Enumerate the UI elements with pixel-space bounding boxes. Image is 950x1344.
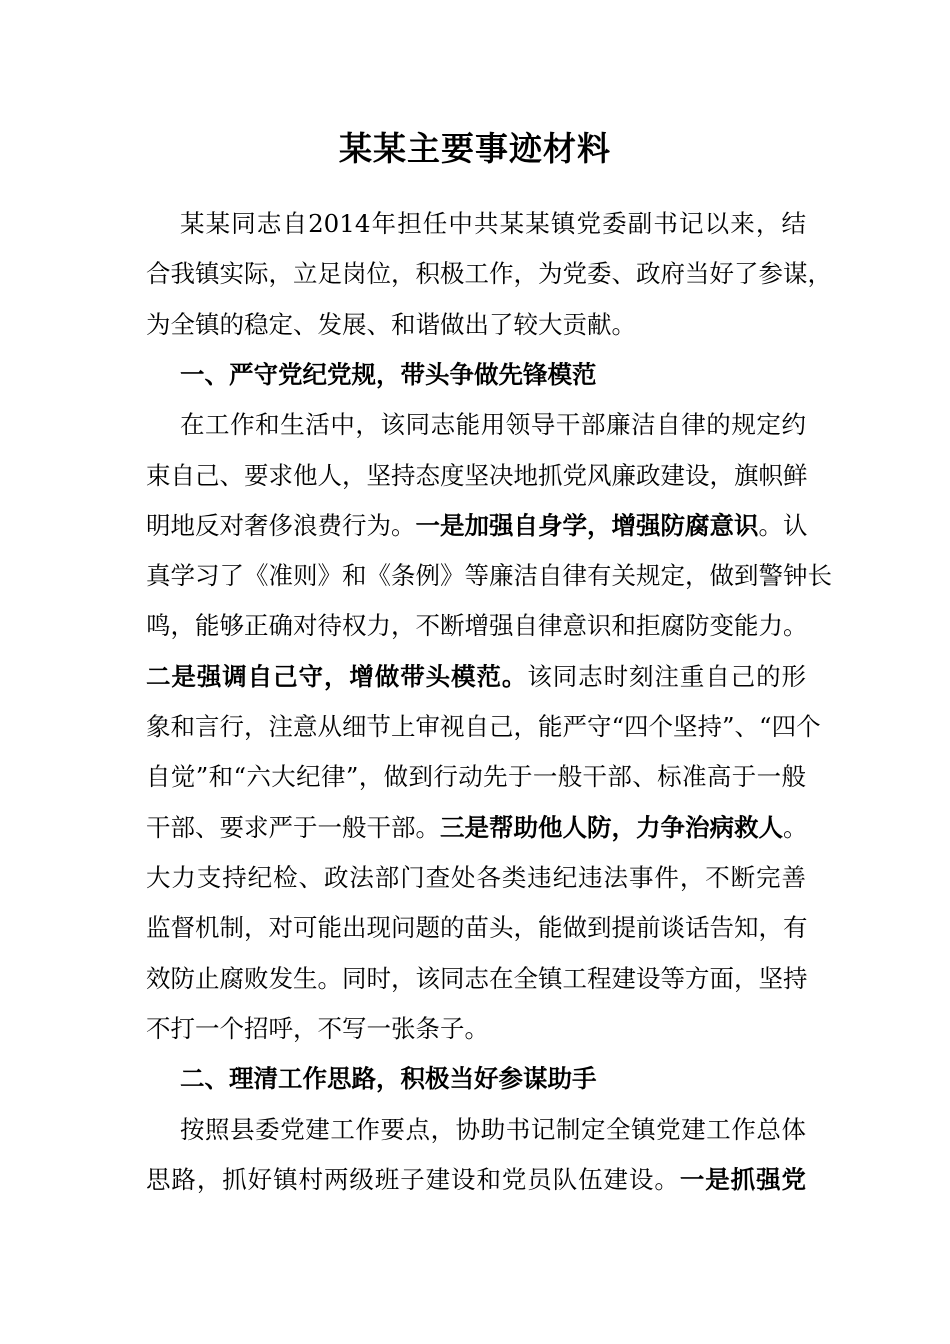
- section-1-line-1: 在工作和生活中，该同志能用领导干部廉洁自律的规定约: [180, 410, 806, 439]
- section-1-heading: 一、严守党纪党规，带头争做先锋模范: [180, 360, 597, 389]
- section-1-line-7: 象和言行，注意从细节上审视自己，能严守“四个坚持”、“四个: [146, 712, 821, 741]
- intro-line-2: 合我镇实际，立足岗位，积极工作，为党委、政府当好了参谋，: [146, 259, 832, 288]
- point-1-emphasis: 一是加强自身学，增强防腐意识: [415, 511, 759, 540]
- intro-line-3: 为全镇的稳定、发展、和谐做出了较大贡献。: [146, 310, 636, 339]
- section-2-line-2-text: 思路，抓好镇村两级班子建设和党员队伍建设。: [146, 1165, 680, 1194]
- section-1-line-9-tail: 。: [783, 813, 808, 842]
- section-1-line-9: [146, 803, 806, 853]
- section-1-line-3-text: 明地反对奢侈浪费行为。: [146, 511, 416, 540]
- section-1-line-8: 自觉”和“六大纪律”，做到行动先于一般干部、标准高于一般: [146, 762, 806, 791]
- section-1-line-5: 鸣，能够正确对待权力，不断增强自律意识和拒腐防变能力。: [146, 611, 808, 640]
- section-1-line-13: 不打一个招呼，不写一张条子。: [146, 1014, 489, 1043]
- point-2-emphasis: 二是强调自己守，增做带头模范。: [146, 662, 528, 691]
- section-1-line-9-text: 干部、要求严于一般干部。: [146, 813, 440, 842]
- section-1-line-6: [146, 652, 806, 702]
- section-2-line-1: 按照县委党建工作要点，协助书记制定全镇党建工作总体: [180, 1115, 806, 1144]
- section-1-line-6-text: 该同志时刻注重自己的形: [527, 662, 807, 691]
- section-2-point-1-emphasis: 一是抓强党: [679, 1165, 807, 1194]
- section-1-line-4: 真学习了《准则》和《条例》等廉洁自律有关规定，做到警钟长: [146, 561, 832, 590]
- section-1-line-10: 大力支持纪检、政法部门查处各类违纪违法事件，不断完善: [146, 863, 806, 892]
- section-1-line-3: [146, 501, 806, 551]
- document-title: 某某主要事迹材料: [339, 129, 611, 168]
- section-1-line-3-tail: 。认: [758, 511, 808, 540]
- section-2-heading: 二、理清工作思路，积极当好参谋助手: [180, 1064, 597, 1093]
- section-1-line-2: 束自己、要求他人，坚持态度坚决地抓党风廉政建设，旗帜鲜: [146, 461, 808, 490]
- intro-line-1: 某某同志自2014年担任中共某某镇党委副书记以来，结: [180, 209, 806, 238]
- section-2-line-2: [146, 1155, 806, 1205]
- point-3-emphasis: 三是帮助他人防，力争治病救人: [440, 813, 783, 842]
- section-1-line-11: 监督机制，对可能出现问题的苗头，能做到提前谈话告知，有: [146, 913, 808, 942]
- section-1-line-12: 效防止腐败发生。同时，该同志在全镇工程建设等方面，坚持: [146, 964, 808, 993]
